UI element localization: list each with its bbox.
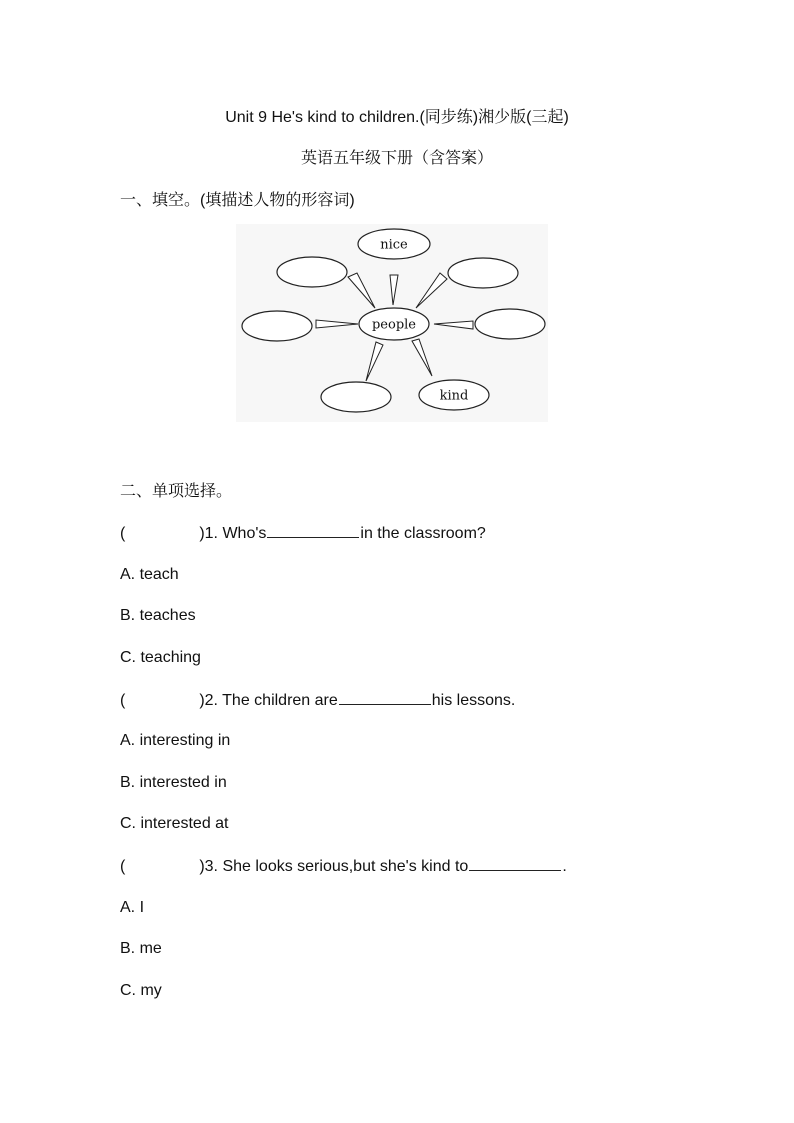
worksheet-title: Unit 9 He's kind to children.(同步练)湘少版(三起) <box>225 109 569 126</box>
question-2-option-c: C. interested at <box>120 815 229 832</box>
question-1-stem-after: in the classroom? <box>360 525 486 542</box>
question-1-option-c: C. teaching <box>120 649 201 666</box>
question-2-option-a: A. interesting in <box>120 732 231 749</box>
question-3-blank[interactable] <box>469 856 561 871</box>
node-right[interactable] <box>475 309 545 339</box>
question-3-stem-after: . <box>562 858 567 875</box>
node-top-right[interactable] <box>448 258 518 288</box>
question-2-option-b: B. interested in <box>120 774 227 791</box>
word-web-diagram <box>236 224 548 422</box>
center-node-label: people <box>371 317 417 333</box>
question-1-stem-before: )1. Who's <box>199 525 267 542</box>
node-top-label: nice <box>380 237 408 253</box>
question-3 <box>120 856 567 877</box>
question-1 <box>120 523 486 544</box>
question-3-option-b: B. me <box>120 940 162 957</box>
question-2-stem-after: his lessons. <box>431 692 516 709</box>
question-3-open-paren: ( <box>120 858 126 875</box>
question-2-blank[interactable] <box>339 690 431 705</box>
question-1-option-b: B. teaches <box>120 607 196 624</box>
question-3-option-a: A. I <box>120 899 145 916</box>
question-2 <box>120 690 515 711</box>
node-left[interactable] <box>242 311 312 341</box>
question-3-option-c: C. my <box>120 982 162 999</box>
question-2-open-paren: ( <box>120 692 126 709</box>
question-1-open-paren: ( <box>120 525 126 542</box>
question-3-stem-before: )3. She looks serious,but she's kind to <box>199 858 469 875</box>
question-2-stem-before: )2. The children are <box>199 692 338 709</box>
question-1-blank[interactable] <box>267 523 359 538</box>
section1-heading: 一、填空。(填描述人物的形容词) <box>120 192 355 209</box>
node-bottom-right-label: kind <box>439 388 469 404</box>
question-1-option-a: A. teach <box>120 566 179 583</box>
section2-heading: 二、单项选择。 <box>120 483 233 500</box>
node-bottom-left[interactable] <box>321 382 391 412</box>
node-top-left[interactable] <box>277 257 347 287</box>
worksheet-subtitle: 英语五年级下册（含答案） <box>300 150 493 167</box>
